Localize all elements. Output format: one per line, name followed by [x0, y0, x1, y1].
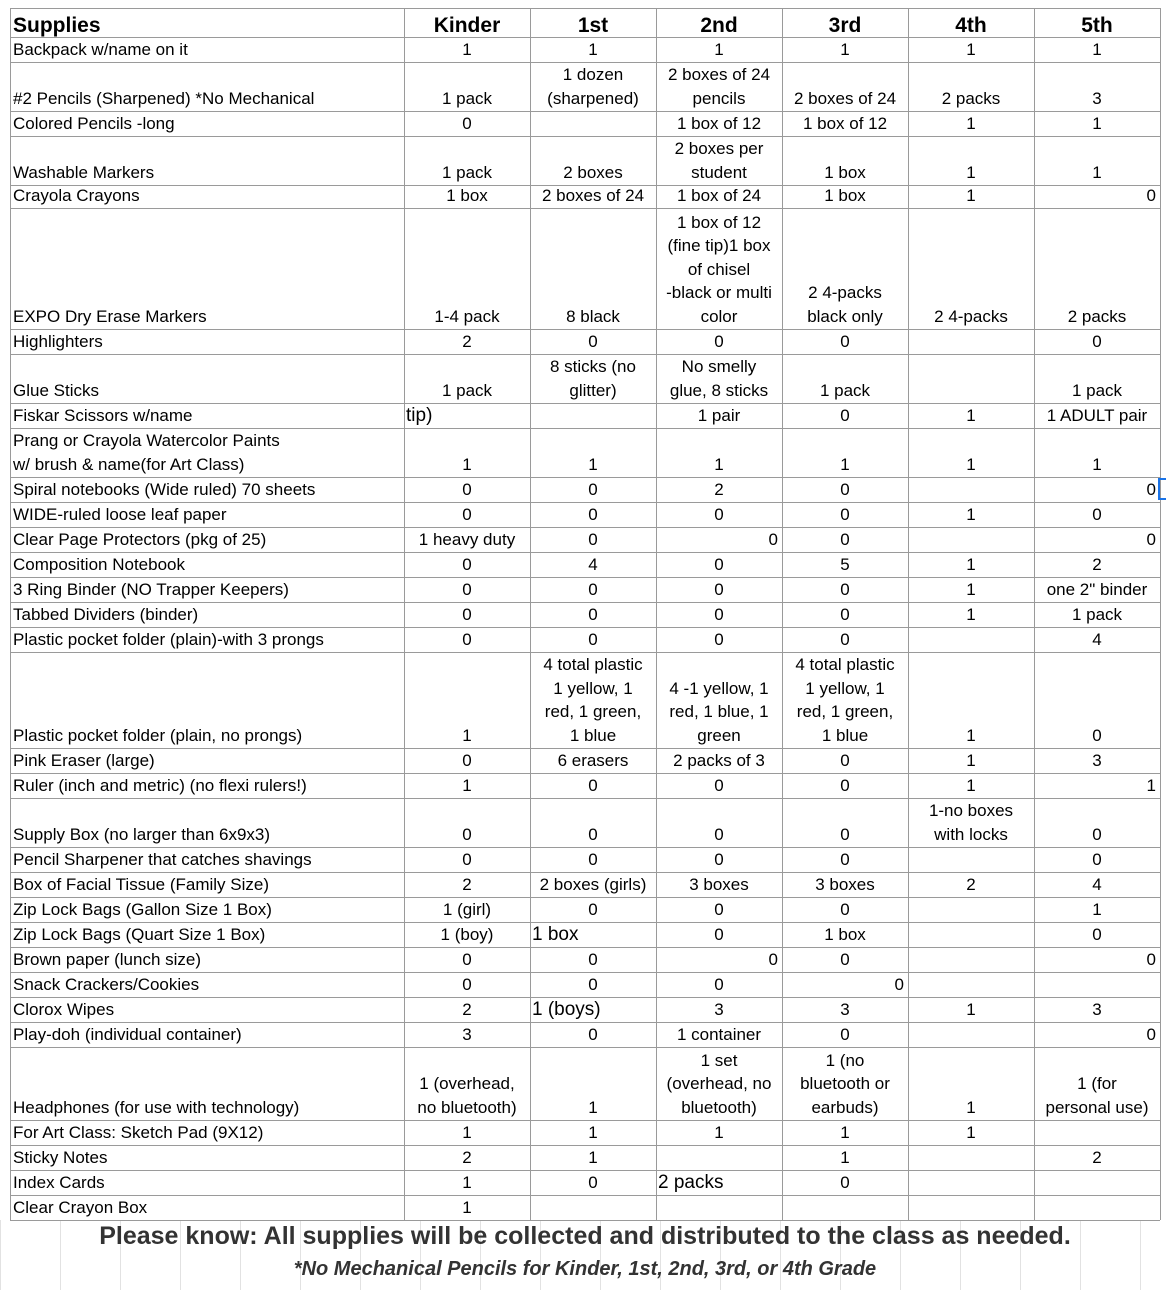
supply-item-cell[interactable]: WIDE-ruled loose leaf paper — [13, 504, 227, 524]
grade-quantity-cell[interactable]: 0 — [714, 579, 724, 599]
grade-quantity-cell[interactable]: 0 — [768, 949, 778, 969]
grade-quantity-cell[interactable]: 0 — [714, 554, 724, 574]
grade-quantity-cell[interactable]: 0 — [588, 824, 598, 844]
grade-quantity-cell[interactable] — [908, 329, 1034, 354]
grade-quantity-cell[interactable]: 1 pack — [819, 380, 871, 400]
grade-quantity-cell[interactable]: 0 — [840, 949, 850, 969]
grade-quantity-cell[interactable]: 1 — [840, 454, 850, 474]
row-gridline — [10, 947, 1160, 948]
grade-quantity-cell[interactable] — [908, 477, 1034, 502]
grade-quantity-cell[interactable]: 1-4 pack — [434, 306, 500, 326]
grade-quantity-cell[interactable]: 0 — [462, 479, 472, 499]
column-header-grade[interactable]: 3rd — [828, 13, 862, 37]
grade-quantity-cell[interactable] — [908, 1170, 1034, 1195]
row-gridline — [10, 1120, 1160, 1121]
grade-quantity-cell[interactable]: 1 — [966, 1122, 976, 1142]
grade-quantity-cell[interactable] — [908, 847, 1034, 872]
grade-quantity-cell[interactable]: 1 — [966, 454, 976, 474]
grade-quantity-cell[interactable]: 0 — [588, 529, 598, 549]
grade-quantity-cell[interactable]: 0 — [840, 1172, 850, 1192]
grade-quantity-cell[interactable] — [908, 947, 1034, 972]
grade-quantity-cell[interactable]: 0 — [840, 750, 850, 770]
supply-item-cell[interactable]: Brown paper (lunch size) — [13, 949, 202, 969]
grade-quantity-cell[interactable]: 0 — [462, 949, 472, 969]
grade-quantity-cell[interactable]: 1 — [966, 162, 976, 182]
grade-quantity-cell[interactable]: 0 — [588, 1172, 598, 1192]
grade-quantity-cell[interactable]: 1 container — [676, 1024, 762, 1044]
grade-quantity-cell[interactable]: 0 — [462, 504, 472, 524]
grade-quantity-cell[interactable]: 3 — [1092, 999, 1102, 1019]
grade-quantity-cell[interactable]: 1 (girl) — [442, 899, 492, 919]
grade-quantity-cell[interactable]: 1 — [588, 1097, 598, 1117]
grade-quantity-cell[interactable]: 0 — [462, 629, 472, 649]
grade-quantity-cell[interactable]: 1 — [714, 1122, 724, 1142]
grade-quantity-cell[interactable]: 1 — [840, 39, 850, 59]
supply-item-cell[interactable]: Plastic pocket folder (plain)-with 3 prongs — [13, 629, 324, 649]
row-gridline — [10, 527, 1160, 528]
grade-quantity-cell[interactable]: 0 — [588, 331, 598, 351]
grade-quantity-cell[interactable] — [1034, 1170, 1160, 1195]
grade-quantity-cell[interactable]: 0 — [840, 604, 850, 624]
grade-quantity-cell[interactable]: 1 — [462, 1122, 472, 1142]
grade-quantity-cell[interactable]: 1 — [966, 554, 976, 574]
grade-quantity-cell[interactable]: 1 box — [824, 162, 866, 182]
row-gridline — [10, 111, 1160, 112]
grade-quantity-cell[interactable]: 6 erasers — [557, 750, 629, 770]
supply-item-cell[interactable]: Backpack w/name on it — [13, 39, 188, 59]
row-gridline — [10, 428, 1160, 429]
column-header-grade[interactable]: 5th — [1081, 13, 1113, 37]
grade-quantity-cell[interactable] — [1034, 1195, 1160, 1220]
cell-selection-indicator — [1158, 478, 1166, 500]
grade-quantity-cell[interactable]: 0 — [1092, 504, 1102, 524]
grade-quantity-cell[interactable]: 3 — [714, 999, 724, 1019]
supply-item-cell[interactable]: Pink Eraser (large) — [13, 750, 155, 770]
grade-quantity-cell[interactable]: 0 — [714, 924, 724, 944]
grade-quantity-cell[interactable]: 0 — [462, 750, 472, 770]
column-gridline — [10, 8, 11, 1220]
grade-quantity-cell[interactable]: 1 — [588, 39, 598, 59]
supply-item-cell[interactable]: Index Cards — [13, 1172, 105, 1192]
grade-quantity-cell[interactable]: 2 — [1092, 554, 1102, 574]
row-gridline — [10, 208, 1160, 209]
grade-quantity-cell[interactable]: 2 boxes — [563, 162, 623, 182]
grade-quantity-cell[interactable]: 0 — [840, 405, 850, 425]
row-gridline — [10, 354, 1160, 355]
row-gridline — [10, 62, 1160, 63]
grade-quantity-cell[interactable] — [908, 527, 1034, 552]
supply-item-cell[interactable]: Clear Page Protectors (pkg of 25) — [13, 529, 267, 549]
grade-quantity-cell[interactable]: 0 — [714, 824, 724, 844]
row-gridline — [10, 847, 1160, 848]
grade-quantity-cell[interactable]: 1 box of 12 — [802, 113, 888, 133]
supply-item-cell[interactable]: Prang or Crayola Watercolor Paints w/ brush & name(for Art Class) — [13, 431, 280, 474]
grade-quantity-cell[interactable]: 1 — [966, 39, 976, 59]
row-gridline — [10, 136, 1160, 137]
grade-quantity-cell[interactable] — [908, 1145, 1034, 1170]
grade-quantity-cell[interactable]: 2 packs of 3 — [673, 750, 765, 770]
column-gridline — [530, 8, 531, 1220]
row-gridline — [10, 403, 1160, 404]
grade-quantity-cell[interactable]: 0 — [1092, 824, 1102, 844]
grade-quantity-cell[interactable]: 0 — [588, 504, 598, 524]
grade-quantity-cell[interactable]: 1 — [966, 1097, 976, 1117]
grade-quantity-cell[interactable]: 0 — [768, 529, 778, 549]
grade-quantity-cell[interactable]: 0 — [1146, 949, 1156, 969]
row-gridline — [10, 8, 1160, 9]
grade-quantity-cell[interactable]: 2 4-packs black only — [807, 283, 883, 326]
grade-quantity-cell[interactable]: 0 — [1092, 331, 1102, 351]
grade-quantity-cell[interactable] — [908, 897, 1034, 922]
grade-quantity-cell[interactable]: 3 — [840, 999, 850, 1019]
grade-quantity-cell[interactable]: 0 — [1146, 185, 1156, 205]
grade-quantity-cell[interactable]: 1 (boys) — [532, 998, 601, 1020]
grade-quantity-cell[interactable]: 0 — [840, 824, 850, 844]
grade-quantity-cell[interactable]: 3 boxes — [689, 874, 749, 894]
supply-item-cell[interactable]: EXPO Dry Erase Markers — [13, 306, 207, 326]
grade-quantity-cell[interactable]: one 2" binder — [1046, 579, 1148, 599]
grade-quantity-cell[interactable]: 1 pack — [441, 88, 493, 108]
row-gridline — [10, 773, 1160, 774]
supply-item-cell[interactable]: Zip Lock Bags (Gallon Size 1 Box) — [13, 899, 272, 919]
grade-quantity-cell[interactable] — [1034, 1120, 1160, 1145]
grade-quantity-cell[interactable]: 2 — [462, 999, 472, 1019]
grade-quantity-cell[interactable]: 0 — [840, 529, 850, 549]
supply-item-cell[interactable]: Sticky Notes — [13, 1147, 108, 1167]
grade-quantity-cell[interactable]: 0 — [1146, 479, 1156, 499]
row-gridline — [10, 552, 1160, 553]
grade-quantity-cell[interactable] — [908, 922, 1034, 947]
grade-quantity-cell[interactable]: 1 — [588, 1122, 598, 1142]
grade-quantity-cell[interactable]: 0 — [840, 479, 850, 499]
grade-quantity-cell[interactable]: 1 heavy duty — [418, 529, 516, 549]
row-gridline — [10, 748, 1160, 749]
grade-quantity-cell[interactable]: 4 total plastic 1 yellow, 1 red, 1 green, 1 blue — [543, 655, 643, 745]
supply-item-cell[interactable]: #2 Pencils (Sharpened) *No Mechanical — [13, 88, 315, 108]
grade-quantity-cell[interactable]: 1 — [714, 454, 724, 474]
grade-quantity-cell[interactable]: 0 — [462, 974, 472, 994]
grade-quantity-cell[interactable]: 0 — [588, 899, 598, 919]
grade-quantity-cell[interactable]: 2 — [714, 479, 724, 499]
grade-quantity-cell[interactable]: 1 box of 12 — [676, 113, 762, 133]
supply-item-cell[interactable]: Snack Crackers/Cookies — [13, 974, 200, 994]
grade-quantity-cell[interactable]: 1 box of 24 — [676, 185, 762, 205]
grade-quantity-cell[interactable]: 0 — [840, 899, 850, 919]
grade-quantity-cell[interactable]: 0 — [840, 504, 850, 524]
supply-item-cell[interactable]: Headphones (for use with technology) — [13, 1097, 300, 1117]
grade-quantity-cell[interactable]: 1 — [966, 775, 976, 795]
grade-quantity-cell[interactable]: 0 — [462, 849, 472, 869]
grade-quantity-cell[interactable]: 2 — [1092, 1147, 1102, 1167]
supply-item-cell[interactable]: Box of Facial Tissue (Family Size) — [13, 874, 270, 894]
grade-quantity-cell[interactable]: 1 — [966, 579, 976, 599]
grade-quantity-cell[interactable]: 1 — [840, 1147, 850, 1167]
grade-quantity-cell[interactable]: 1 ADULT pair — [1046, 405, 1148, 425]
grade-quantity-cell[interactable]: 1 box — [532, 923, 579, 945]
column-header-grade[interactable]: Kinder — [433, 13, 501, 37]
grade-quantity-cell[interactable]: 0 — [588, 579, 598, 599]
grade-quantity-cell[interactable]: 1 pack — [1071, 380, 1123, 400]
supply-item-cell[interactable]: Washable Markers — [13, 162, 155, 182]
grade-quantity-cell[interactable]: 0 — [840, 775, 850, 795]
grade-quantity-cell[interactable]: 2 boxes per student — [674, 139, 764, 182]
grade-quantity-cell[interactable]: 5 — [840, 554, 850, 574]
grade-quantity-cell[interactable] — [908, 627, 1034, 652]
supply-item-cell[interactable]: 3 Ring Binder (NO Trapper Keepers) — [13, 579, 289, 599]
grade-quantity-cell[interactable] — [530, 403, 656, 428]
grade-quantity-cell[interactable]: 0 — [1146, 529, 1156, 549]
grade-quantity-cell[interactable]: 8 sticks (no glitter) — [550, 357, 636, 400]
grade-quantity-cell[interactable]: 0 — [1146, 1024, 1156, 1044]
grade-quantity-cell[interactable]: 0 — [714, 974, 724, 994]
grade-quantity-cell[interactable]: 1 — [966, 504, 976, 524]
grade-quantity-cell[interactable]: 0 — [840, 849, 850, 869]
column-gridline — [782, 8, 783, 1220]
row-gridline — [10, 798, 1160, 799]
grade-quantity-cell[interactable]: 1 (boy) — [440, 924, 494, 944]
grade-quantity-cell[interactable]: 1 box — [824, 185, 866, 205]
grade-quantity-cell[interactable] — [908, 354, 1034, 403]
grade-quantity-cell[interactable]: 8 black — [566, 306, 620, 326]
row-gridline — [10, 922, 1160, 923]
supply-item-cell[interactable]: Play-doh (individual container) — [13, 1024, 242, 1044]
grade-quantity-cell[interactable]: 2 packs — [941, 88, 1001, 108]
grade-quantity-cell[interactable]: 0 — [1092, 725, 1102, 745]
grade-quantity-cell[interactable]: 1 — [462, 1172, 472, 1192]
grade-quantity-cell[interactable]: 1 — [462, 725, 472, 745]
grade-quantity-cell[interactable]: 2 packs — [1067, 306, 1127, 326]
supply-item-cell[interactable]: Composition Notebook — [13, 554, 185, 574]
row-gridline — [10, 502, 1160, 503]
grade-quantity-cell[interactable]: 0 — [840, 1024, 850, 1044]
column-gridline — [404, 8, 405, 1220]
supply-item-cell[interactable]: Spiral notebooks (Wide ruled) 70 sheets — [13, 479, 316, 499]
grade-quantity-cell[interactable]: 0 — [588, 974, 598, 994]
grade-quantity-cell[interactable]: 1 — [966, 999, 976, 1019]
row-gridline — [10, 897, 1160, 898]
grade-quantity-cell[interactable]: 1 — [1092, 113, 1102, 133]
supply-item-cell[interactable]: Clorox Wipes — [13, 999, 115, 1019]
grade-quantity-cell[interactable]: 4 — [1092, 629, 1102, 649]
grade-quantity-cell[interactable]: 1 — [1092, 454, 1102, 474]
grade-quantity-cell[interactable]: 3 — [1092, 750, 1102, 770]
row-gridline — [10, 1195, 1160, 1196]
row-gridline — [10, 627, 1160, 628]
footer-note: Please know: All supplies will be collected and distributed to the class as needed. — [99, 1222, 1071, 1250]
grade-quantity-cell[interactable]: 1 — [1092, 899, 1102, 919]
grade-quantity-cell[interactable]: 0 — [588, 604, 598, 624]
row-gridline — [10, 185, 1160, 186]
grade-quantity-cell[interactable]: 2 4-packs — [934, 306, 1008, 326]
grade-quantity-cell[interactable]: 0 — [840, 629, 850, 649]
grade-quantity-cell[interactable]: 0 — [588, 629, 598, 649]
grade-quantity-cell[interactable]: 3 — [462, 1024, 472, 1044]
row-gridline — [10, 37, 1160, 38]
grade-quantity-cell[interactable]: 1 — [966, 405, 976, 425]
supply-item-cell[interactable]: Glue Sticks — [13, 380, 99, 400]
grade-quantity-cell[interactable]: 1 (overhead, no bluetooth) — [417, 1074, 517, 1117]
grade-quantity-cell[interactable]: 1 pack — [441, 380, 493, 400]
grade-quantity-cell[interactable]: 2 packs — [658, 1171, 724, 1193]
grade-quantity-cell[interactable]: 2 — [462, 874, 472, 894]
grade-quantity-cell[interactable] — [530, 111, 656, 136]
row-gridline — [10, 577, 1160, 578]
grade-quantity-cell[interactable]: 0 — [588, 849, 598, 869]
supply-item-cell[interactable]: Zip Lock Bags (Quart Size 1 Box) — [13, 924, 266, 944]
grade-quantity-cell[interactable]: 0 — [714, 775, 724, 795]
row-gridline — [10, 477, 1160, 478]
grade-quantity-cell[interactable]: 4 — [588, 554, 598, 574]
grade-quantity-cell[interactable]: 1 — [714, 39, 724, 59]
grade-quantity-cell[interactable]: 0 — [840, 331, 850, 351]
grade-quantity-cell[interactable]: 1 (for personal use) — [1045, 1074, 1149, 1117]
grade-quantity-cell[interactable]: 1 — [966, 185, 976, 205]
grade-quantity-cell[interactable]: tip) — [406, 404, 433, 426]
grade-quantity-cell[interactable]: 1 box — [824, 924, 866, 944]
grade-quantity-cell[interactable] — [656, 1145, 782, 1170]
row-gridline — [10, 1170, 1160, 1171]
grade-quantity-cell[interactable]: 1 — [1092, 39, 1102, 59]
grade-quantity-cell[interactable]: 0 — [462, 579, 472, 599]
column-header-supplies[interactable]: Supplies — [13, 13, 101, 37]
grade-quantity-cell[interactable]: 4 total plastic 1 yellow, 1 red, 1 green, 1 blue — [795, 655, 895, 745]
grade-quantity-cell[interactable]: 0 — [714, 629, 724, 649]
column-gridline — [656, 8, 657, 1220]
grade-quantity-cell[interactable]: 1 — [588, 1147, 598, 1167]
row-gridline — [10, 652, 1160, 653]
grade-quantity-cell[interactable]: 2 boxes of 24 — [793, 88, 897, 108]
grade-quantity-cell[interactable]: 1 — [1092, 162, 1102, 182]
row-gridline — [10, 1047, 1160, 1048]
row-gridline — [10, 1022, 1160, 1023]
grade-quantity-cell[interactable]: 2 — [462, 1147, 472, 1167]
grade-quantity-cell[interactable]: 0 — [714, 899, 724, 919]
grade-quantity-cell[interactable]: 1-no boxes with locks — [928, 801, 1014, 844]
grade-quantity-cell[interactable]: 1 — [840, 1122, 850, 1142]
grade-quantity-cell[interactable]: 2 — [966, 874, 976, 894]
grade-quantity-cell[interactable]: 1 pack — [1071, 604, 1123, 624]
grade-quantity-cell[interactable]: 1 — [462, 775, 472, 795]
grade-quantity-cell[interactable]: 1 (no bluetooth or earbuds) — [800, 1050, 890, 1117]
supply-item-cell[interactable]: Pencil Sharpener that catches shavings — [13, 849, 312, 869]
grade-quantity-cell[interactable]: 0 — [462, 554, 472, 574]
grade-quantity-cell[interactable]: 2 — [462, 331, 472, 351]
supply-item-cell[interactable]: Tabbed Dividers (binder) — [13, 604, 199, 624]
supply-item-cell[interactable]: Crayola Crayons — [13, 185, 140, 205]
grade-quantity-cell[interactable]: 1 — [966, 725, 976, 745]
row-gridline — [10, 872, 1160, 873]
grade-quantity-cell[interactable]: 1 pack — [441, 162, 493, 182]
grade-quantity-cell[interactable] — [908, 972, 1034, 997]
grade-quantity-cell[interactable] — [782, 1195, 908, 1220]
supply-item-cell[interactable]: Highlighters — [13, 331, 103, 351]
grade-quantity-cell[interactable] — [908, 1195, 1034, 1220]
column-header-grade[interactable]: 1st — [577, 13, 609, 37]
row-gridline — [10, 997, 1160, 998]
grade-quantity-cell[interactable]: 1 — [462, 454, 472, 474]
grade-quantity-cell[interactable]: 1 box of 12 (fine tip)1 box of chisel -black or multi color — [666, 212, 772, 326]
column-header-grade[interactable]: 2nd — [700, 13, 738, 37]
grade-quantity-cell[interactable]: 0 — [840, 579, 850, 599]
column-gridline — [1160, 8, 1161, 1220]
grade-quantity-cell[interactable]: 0 — [714, 504, 724, 524]
grade-quantity-cell[interactable]: 0 — [714, 331, 724, 351]
grade-quantity-cell[interactable]: 1 — [588, 454, 598, 474]
row-gridline — [10, 1145, 1160, 1146]
grade-quantity-cell[interactable]: 2 boxes of 24 pencils — [667, 65, 771, 108]
grade-quantity-cell[interactable]: 0 — [588, 775, 598, 795]
grade-quantity-cell[interactable]: 2 boxes of 24 — [541, 185, 645, 205]
column-gridline — [908, 8, 909, 1220]
grade-quantity-cell[interactable]: 3 boxes — [815, 874, 875, 894]
grade-quantity-cell[interactable]: 1 — [462, 39, 472, 59]
grade-quantity-cell[interactable]: 0 — [1092, 924, 1102, 944]
grade-quantity-cell[interactable]: 2 boxes (girls) — [539, 874, 647, 894]
grade-quantity-cell[interactable]: 4 — [1092, 874, 1102, 894]
supply-item-cell[interactable]: Fiskar Scissors w/name — [13, 405, 193, 425]
row-gridline — [10, 602, 1160, 603]
grade-quantity-cell[interactable]: 0 — [462, 604, 472, 624]
grade-quantity-cell[interactable]: 0 — [588, 1024, 598, 1044]
grade-quantity-cell[interactable]: 1 — [966, 750, 976, 770]
row-gridline — [10, 972, 1160, 973]
grade-quantity-cell[interactable] — [656, 1195, 782, 1220]
grade-quantity-cell[interactable]: 0 — [462, 113, 472, 133]
grade-quantity-cell[interactable] — [1034, 972, 1160, 997]
supply-item-cell[interactable]: Supply Box (no larger than 6x9x3) — [13, 824, 271, 844]
grade-quantity-cell[interactable]: 0 — [714, 604, 724, 624]
grade-quantity-cell[interactable]: 1 — [1146, 775, 1156, 795]
grade-quantity-cell[interactable]: 0 — [1092, 849, 1102, 869]
grade-quantity-cell[interactable]: 3 — [1092, 88, 1102, 108]
grade-quantity-cell[interactable] — [908, 1022, 1034, 1047]
grade-quantity-cell[interactable]: 0 — [588, 949, 598, 969]
grade-quantity-cell[interactable]: 0 — [462, 824, 472, 844]
grade-quantity-cell[interactable]: 0 — [894, 974, 904, 994]
row-gridline — [10, 329, 1160, 330]
grade-quantity-cell[interactable]: 1 — [966, 113, 976, 133]
supply-item-cell[interactable]: Clear Crayon Box — [13, 1197, 148, 1217]
grade-quantity-cell[interactable]: 1 set (overhead, no bluetooth) — [666, 1050, 772, 1117]
grade-quantity-cell[interactable]: 1 — [462, 1197, 472, 1217]
supply-item-cell[interactable]: Plastic pocket folder (plain, no prongs) — [13, 725, 303, 745]
grade-quantity-cell[interactable]: 4 -1 yellow, 1 red, 1 blue, 1 green — [669, 678, 769, 745]
grade-quantity-cell[interactable]: 1 pair — [697, 405, 741, 425]
grade-quantity-cell[interactable]: 1 box — [446, 185, 488, 205]
grade-quantity-cell[interactable]: 1 dozen (sharpened) — [547, 65, 639, 108]
grade-quantity-cell[interactable]: 0 — [588, 479, 598, 499]
column-gridline — [1034, 8, 1035, 1220]
footer-subnote: *No Mechanical Pencils for Kinder, 1st, 2nd, 3rd, or 4th Grade — [293, 1258, 877, 1280]
grade-quantity-cell[interactable]: 0 — [714, 849, 724, 869]
grade-quantity-cell[interactable]: No smelly glue, 8 sticks — [669, 357, 769, 400]
supply-item-cell[interactable]: For Art Class: Sketch Pad (9X12) — [13, 1122, 264, 1142]
grade-quantity-cell[interactable]: 1 — [966, 604, 976, 624]
column-header-grade[interactable]: 4th — [955, 13, 987, 37]
supply-item-cell[interactable]: Ruler (inch and metric) (no flexi rulers!) — [13, 775, 307, 795]
grade-quantity-cell[interactable] — [530, 1195, 656, 1220]
supply-item-cell[interactable]: Colored Pencils -long — [13, 113, 175, 133]
row-gridline — [10, 1220, 1160, 1221]
